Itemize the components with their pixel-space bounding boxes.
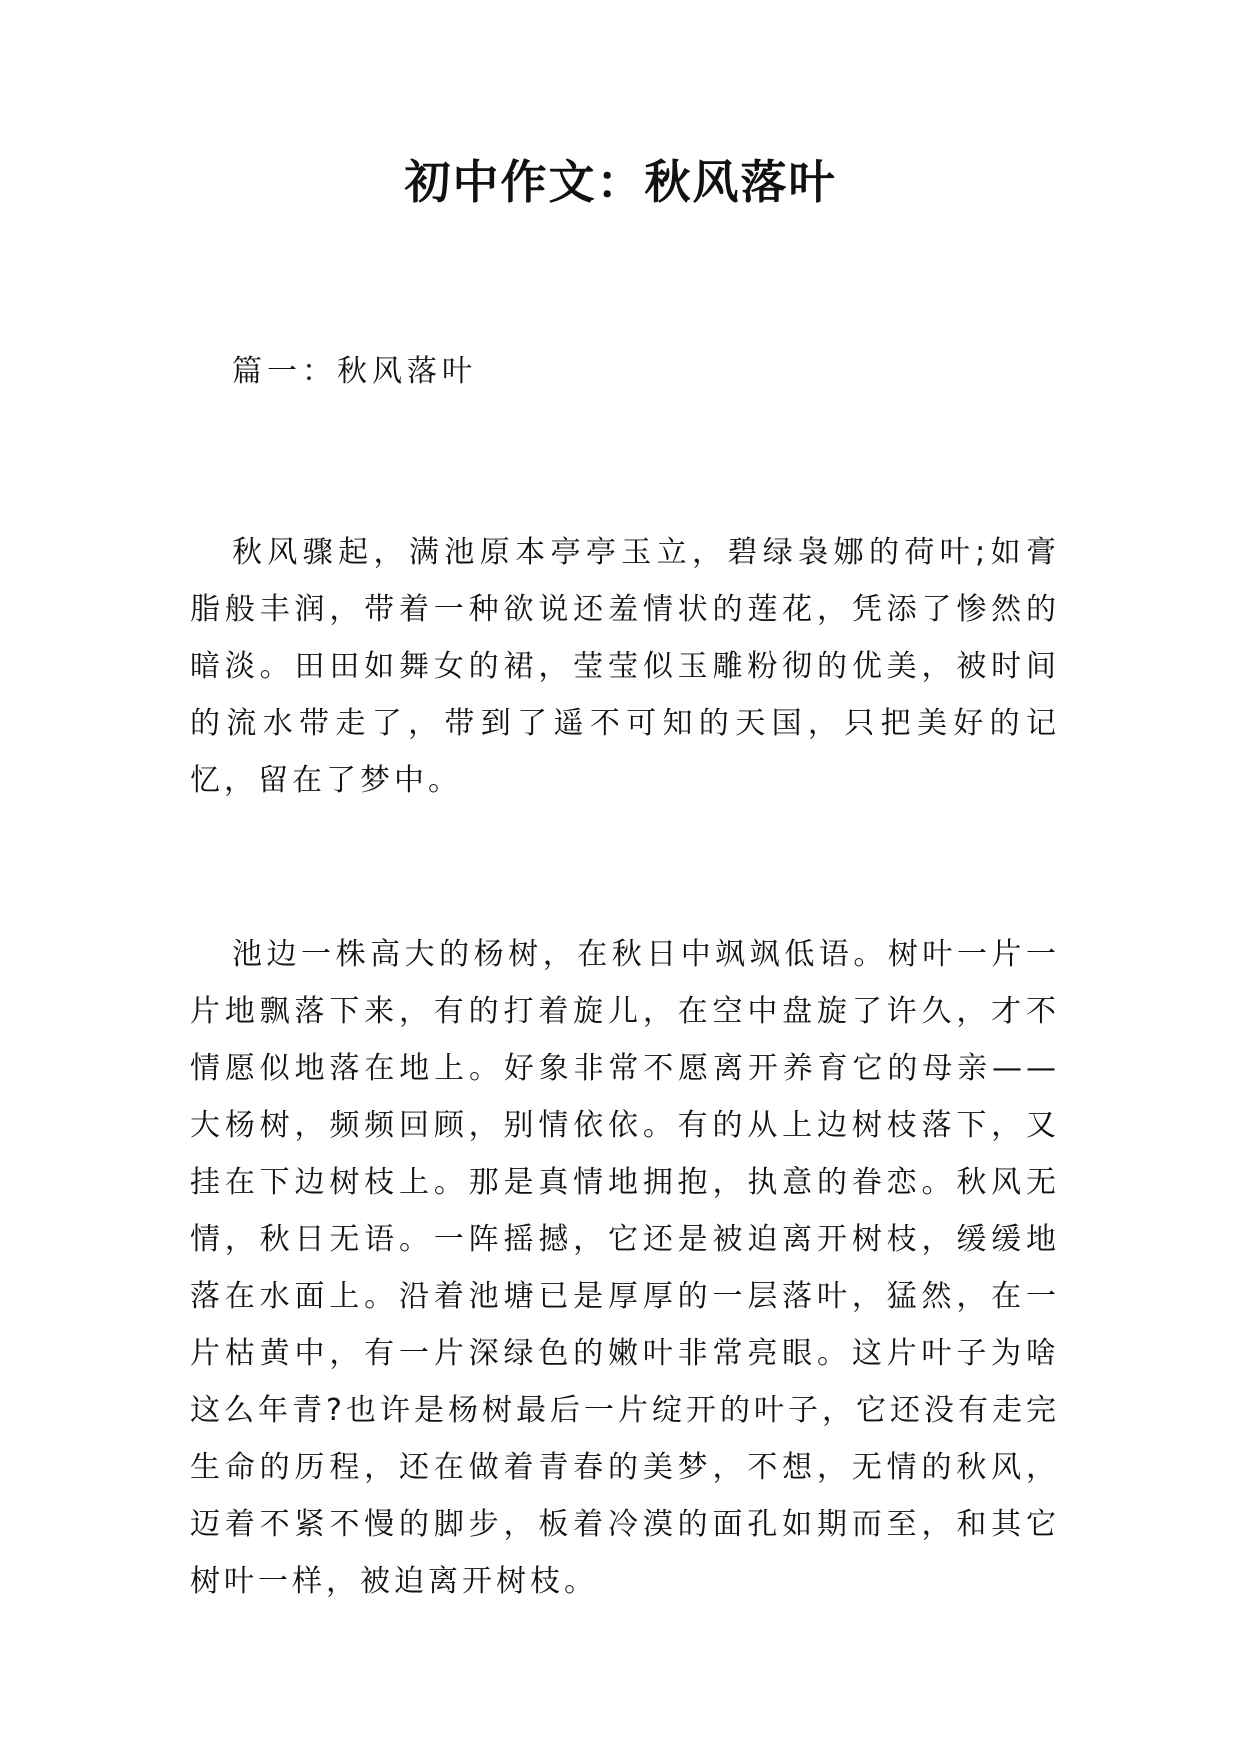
body-paragraph: 秋风骤起，满池原本亭亭玉立，碧绿袅娜的荷叶;如膏脂般丰润，带着一种欲说还羞情状的莲花，凭添了惨然的暗淡。田田如舞女的裙，莹莹似玉雕粉彻的优美，被时间的流水带走了，带到了遥不可知的天国，只把美好的记忆，留在了梦中。 — [190, 535, 1060, 798]
body-paragraph: 池边一株高大的杨树，在秋日中飒飒低语。树叶一片一片地飘落下来，有的打着旋儿，在空中盘旋了许久，才不情愿似地落在地上。好象非常不愿离开养育它的母亲——大杨树，频频回顾，别情依依。有的从上边树枝落下，又挂在下边树枝上。那是真情地拥抱，执意的眷恋。秋风无情，秋日无语。一阵摇撼，它还是被迫离开树枝，缓缓地落在水面上。沿着池塘已是厚厚的一层落叶，猛然，在一片枯黄中，有一片深绿色的嫩叶非常亮眼。这片叶子为啥这么年青?也许是杨树最后一片绽开的叶子，它还没有走完生命的历程，还在做着青春的美梦，不想，无情的秋风，迈着不紧不慢的脚步，板着冷漠的面孔如期而至，和其它树叶一样，被迫离开树枝。 — [190, 937, 1060, 1599]
section-heading: 篇一：秋风落叶 — [232, 354, 477, 389]
document-title: 初中作文：秋风落叶 — [404, 155, 837, 209]
